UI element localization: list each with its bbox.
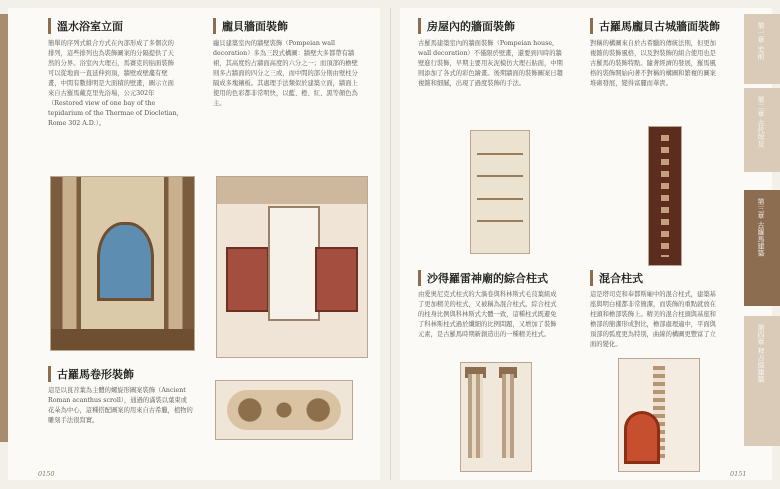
chapter-tab-1-label: 第一章 史前 bbox=[757, 22, 765, 60]
red-panel-left bbox=[226, 247, 269, 312]
chapter-tab-2[interactable] bbox=[744, 88, 780, 172]
section-title-mixed-order: 混合柱式 bbox=[590, 270, 669, 286]
chapter-tabs bbox=[744, 14, 780, 454]
section-text-composite-order: 由愛奧尼克式柱式的大渦卷與科林斯式毛茛葉組成了更加精美的柱式，又被稱為混合柱式。綜合柱式的柱身比例與科林斯式大體一致，這種柱式既避免了科林斯柱式過於纖細的比例問題，又增加了裝飾元素，是古羅馬時期新創造出的一種精美柱式。 bbox=[418, 291, 557, 338]
left-page-number: 0150 bbox=[38, 470, 55, 478]
molding-line bbox=[477, 198, 523, 200]
mixed-column-illustration bbox=[618, 358, 700, 472]
acanthus-scroll-ornament bbox=[227, 390, 341, 431]
section-text-pompeian-wall: 龐貝建築室內的牆壁裝飾（Pompeian wall decoration）多為三段式構圖：牆壁大多都帶有牆裙，其高度約占牆面高度的六分之一；而頂部的檐壁則多占牆面的四分之三或，而中間的部分則由壁柱分隔成多塊鑲板。其處理手法類似於建築立面，牆面上使用的色彩都非常明快，以藍、橙、紅、黑等顏色為主。 bbox=[213, 40, 358, 107]
section-text-mixed-order: 這是塔司克和奉都斯廟中的混合柱式，建築基座與明白樣都非常簡潔，而裝飾的重點就放在柱頭和檐部裝飾上。精美的混合柱頭與基座和檐部的簡潔形成對比，檐部處理適中，平面與頂部的弧度更為特別，曲線的構圖更豐富了立面的變化。 bbox=[590, 291, 716, 348]
center-niche bbox=[268, 206, 320, 322]
chapter-tab-3-label: 第三章 古羅馬建築 bbox=[757, 198, 765, 257]
section-text-pompeii-wall: 對稱的構圖來自於古希臘的傳統法則，但更加複雜的裝飾風格，以及對裝飾的組合使用也是古羅馬的裝飾特點。隨著經濟的發展，羅馬風格的裝飾開始向著不對稱的構圖和繁複的圖案堆砌發展，變得富麗而華貴。 bbox=[590, 40, 716, 87]
section-text-house-wall: 古羅馬建築室內的牆面裝飾（Pompeian house, wall decoration）不僅限於壁畫，還要到四時的牆壁進行裝飾，早期主要用灰泥模仿大理石貼面，中期則添加了各式的彩色繪畫。後期牆面的裝飾圖案日趨複雜和細膩，出現了過度裝飾的手法。 bbox=[418, 40, 563, 87]
gutter-divider bbox=[390, 8, 391, 480]
left-page bbox=[8, 8, 380, 480]
red-arch-icon bbox=[624, 411, 660, 464]
chapter-tab-4[interactable] bbox=[744, 316, 780, 446]
section-title-acanthus-scroll: 古羅馬卷形裝飾 bbox=[48, 366, 173, 382]
section-title-composite-order: 沙得羅雷神廟的綜合柱式 bbox=[418, 270, 567, 286]
column-b bbox=[502, 374, 515, 458]
chapter-tab-4-label: 第四章 拜占庭建築 bbox=[757, 324, 765, 383]
column-a bbox=[468, 374, 483, 458]
right-page-number: 0151 bbox=[730, 470, 747, 478]
arch-window-icon bbox=[97, 222, 154, 301]
house-wall-illustration bbox=[470, 130, 530, 254]
composite-column-illustration bbox=[460, 362, 532, 472]
base-frieze bbox=[51, 329, 194, 350]
section-text-acanthus-scroll: 這是以莨苕葉為主體的螺旋形圖案裝飾（Ancient Roman acanthus scroll），通過的滿裝以葉束或花朵為中心，這種搭配圖案的用來自古希臘，植物的雕刻手法很寫實。 bbox=[48, 387, 193, 424]
section-title-tepidarium: 溫水浴室立面 bbox=[48, 18, 169, 34]
frieze-band bbox=[217, 177, 367, 204]
section-title-pompeii-wall: 古羅馬龐貝古城牆面裝飾 bbox=[590, 18, 729, 34]
tepidarium-illustration bbox=[50, 176, 195, 351]
right-page bbox=[400, 8, 772, 480]
acanthus-scroll-illustration bbox=[215, 380, 353, 440]
molding-line bbox=[477, 175, 523, 177]
vertical-ornament bbox=[661, 135, 669, 256]
pompeian-wall-illustration bbox=[216, 176, 368, 358]
red-panel-right bbox=[315, 247, 358, 312]
section-title-house-wall: 房屋內的牆面裝飾 bbox=[418, 18, 547, 34]
section-title-pompeian-wall: 龐貝牆面裝飾 bbox=[213, 18, 342, 34]
chapter-tab-2-label: 第二章 古代埃及 bbox=[757, 96, 765, 148]
chapter-tab-1[interactable] bbox=[744, 14, 780, 84]
molding-line bbox=[477, 153, 523, 155]
chapter-tab-3[interactable] bbox=[744, 190, 780, 306]
molding-line bbox=[477, 220, 523, 222]
pompeii-panel-illustration bbox=[648, 126, 682, 266]
section-text-tepidarium: 簡單的序列式組合方式在內部形成了多個次的排列，這些排列也為裝飾圖案的分隔提供了天然的分界。浴室內大理石，馬賽克的貼面裝飾可以從地面一直延伸到頂，牆壁或壁龕有壁畫，中間有數排明是大面積的壁畫，圖示立面來自古羅馬戴克里先浴場，公元302年（Restored view of one bay of the tepidarium of the Thermae of Diocletian, Rome 302 A.D.）。 bbox=[48, 40, 179, 127]
